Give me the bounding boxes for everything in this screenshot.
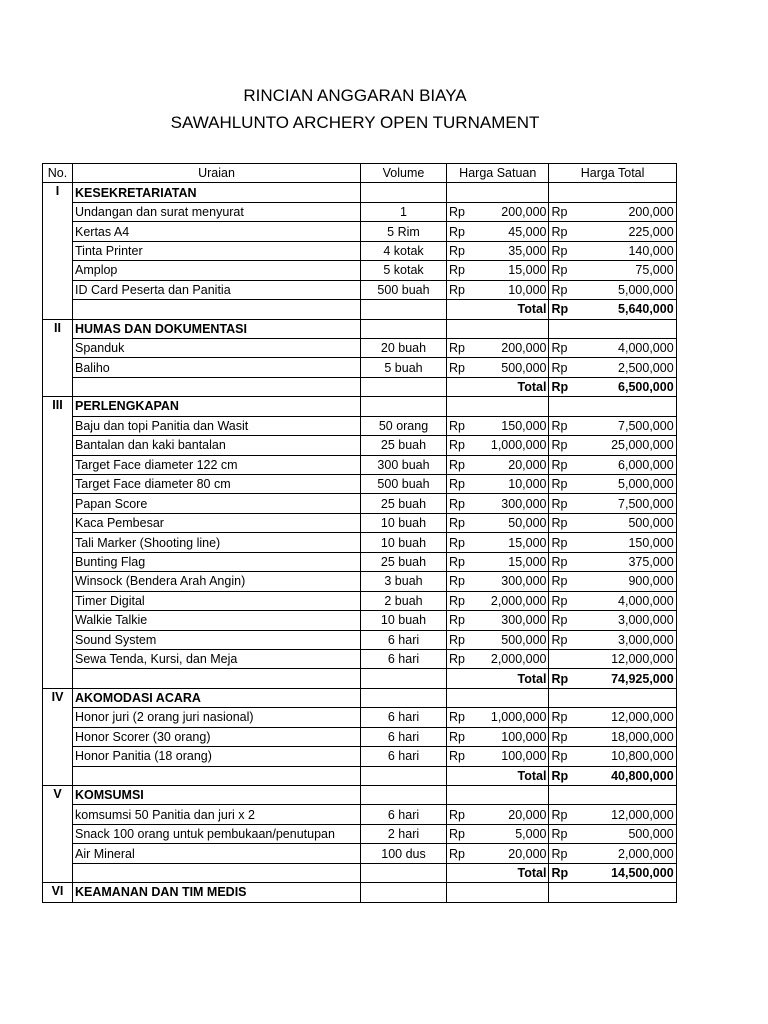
total-price: 12,000,000 bbox=[570, 805, 676, 824]
section-title: HUMAS DAN DOKUMENTASI bbox=[73, 319, 361, 338]
item-description: komsumsi 50 Panitia dan juri x 2 bbox=[73, 805, 361, 824]
item-description: Bantalan dan kaki bantalan bbox=[73, 436, 361, 455]
section-number: IV bbox=[43, 688, 73, 785]
currency-label: Rp bbox=[549, 766, 570, 785]
total-price: 225,000 bbox=[570, 222, 676, 241]
currency-label: Rp bbox=[549, 455, 570, 474]
table-row bbox=[43, 591, 677, 610]
empty-cell bbox=[361, 786, 447, 805]
table-header-row bbox=[43, 164, 677, 183]
item-volume: 5 kotak bbox=[361, 261, 447, 280]
unit-price: 15,000 bbox=[467, 533, 549, 552]
subtotal-row bbox=[43, 377, 677, 396]
table-row bbox=[43, 222, 677, 241]
header-uraian: Uraian bbox=[73, 164, 361, 183]
currency-label: Rp bbox=[447, 494, 467, 513]
item-description: Honor Scorer (30 orang) bbox=[73, 727, 361, 746]
item-description: Winsock (Bendera Arah Angin) bbox=[73, 572, 361, 591]
item-description: Papan Score bbox=[73, 494, 361, 513]
currency-label: Rp bbox=[549, 241, 570, 260]
section-number: II bbox=[43, 319, 73, 397]
item-description: Target Face diameter 122 cm bbox=[73, 455, 361, 474]
table-row bbox=[43, 649, 677, 668]
currency-label: Rp bbox=[549, 358, 570, 377]
empty-cell bbox=[361, 300, 447, 319]
empty-cell bbox=[73, 669, 361, 688]
subtotal-row bbox=[43, 766, 677, 785]
table-row bbox=[43, 611, 677, 630]
section-header-row bbox=[43, 688, 677, 707]
currency-label: Rp bbox=[447, 202, 467, 221]
item-volume: 1 bbox=[361, 202, 447, 221]
table-row bbox=[43, 202, 677, 221]
unit-price: 1,000,000 bbox=[467, 708, 549, 727]
item-description: Bunting Flag bbox=[73, 552, 361, 571]
item-description: Sewa Tenda, Kursi, dan Meja bbox=[73, 649, 361, 668]
total-price: 7,500,000 bbox=[570, 416, 676, 435]
unit-price: 200,000 bbox=[467, 202, 549, 221]
table-row bbox=[43, 824, 677, 843]
total-price: 12,000,000 bbox=[570, 649, 676, 668]
empty-cell bbox=[73, 766, 361, 785]
total-price: 12,000,000 bbox=[570, 708, 676, 727]
total-price: 18,000,000 bbox=[570, 727, 676, 746]
empty-cell bbox=[73, 863, 361, 882]
empty-cell bbox=[447, 688, 549, 707]
item-volume: 6 hari bbox=[361, 747, 447, 766]
subtotal-label: Total bbox=[447, 863, 549, 882]
empty-cell bbox=[549, 688, 676, 707]
total-price: 7,500,000 bbox=[570, 494, 676, 513]
total-price: 25,000,000 bbox=[570, 436, 676, 455]
table-row bbox=[43, 552, 677, 571]
total-price: 200,000 bbox=[570, 202, 676, 221]
unit-price: 50,000 bbox=[467, 513, 549, 532]
item-volume: 6 hari bbox=[361, 630, 447, 649]
currency-label: Rp bbox=[447, 630, 467, 649]
section-header-row bbox=[43, 786, 677, 805]
item-description: Kertas A4 bbox=[73, 222, 361, 241]
item-volume: 6 hari bbox=[361, 727, 447, 746]
item-volume: 25 buah bbox=[361, 436, 447, 455]
item-volume: 100 dus bbox=[361, 844, 447, 863]
total-price: 4,000,000 bbox=[570, 591, 676, 610]
unit-price: 500,000 bbox=[467, 630, 549, 649]
currency-label: Rp bbox=[447, 280, 467, 299]
total-price: 375,000 bbox=[570, 552, 676, 571]
currency-label: Rp bbox=[447, 416, 467, 435]
currency-label: Rp bbox=[447, 436, 467, 455]
item-description: Timer Digital bbox=[73, 591, 361, 610]
subtotal-row bbox=[43, 863, 677, 882]
section-title: KESEKRETARIATAN bbox=[73, 183, 361, 202]
empty-cell bbox=[447, 183, 549, 202]
item-description: ID Card Peserta dan Panitia bbox=[73, 280, 361, 299]
unit-price: 5,000 bbox=[467, 824, 549, 843]
unit-price: 150,000 bbox=[467, 416, 549, 435]
subtotal-label: Total bbox=[447, 669, 549, 688]
table-row bbox=[43, 358, 677, 377]
currency-label: Rp bbox=[549, 475, 570, 494]
table-row bbox=[43, 630, 677, 649]
table-row bbox=[43, 533, 677, 552]
currency-label: Rp bbox=[447, 747, 467, 766]
empty-cell bbox=[447, 319, 549, 338]
table-row bbox=[43, 475, 677, 494]
unit-price: 300,000 bbox=[467, 611, 549, 630]
item-volume: 2 hari bbox=[361, 824, 447, 843]
currency-label: Rp bbox=[549, 261, 570, 280]
item-description: Kaca Pembesar bbox=[73, 513, 361, 532]
currency-label: Rp bbox=[549, 669, 570, 688]
currency-label: Rp bbox=[549, 805, 570, 824]
item-volume: 50 orang bbox=[361, 416, 447, 435]
item-volume: 10 buah bbox=[361, 611, 447, 630]
currency-label: Rp bbox=[447, 552, 467, 571]
item-volume: 300 buah bbox=[361, 455, 447, 474]
empty-cell bbox=[361, 377, 447, 396]
currency-label: Rp bbox=[549, 552, 570, 571]
subtotal-row bbox=[43, 300, 677, 319]
subtotal-value: 14,500,000 bbox=[570, 863, 676, 882]
unit-price: 100,000 bbox=[467, 727, 549, 746]
item-description: Honor Panitia (18 orang) bbox=[73, 747, 361, 766]
currency-label: Rp bbox=[447, 533, 467, 552]
currency-label: Rp bbox=[447, 611, 467, 630]
currency-label bbox=[549, 649, 570, 668]
unit-price: 2,000,000 bbox=[467, 591, 549, 610]
budget-table bbox=[42, 163, 677, 903]
total-price: 10,800,000 bbox=[570, 747, 676, 766]
table-row bbox=[43, 280, 677, 299]
section-title: PERLENGKAPAN bbox=[73, 397, 361, 416]
unit-price: 20,000 bbox=[467, 455, 549, 474]
unit-price: 1,000,000 bbox=[467, 436, 549, 455]
currency-label: Rp bbox=[549, 747, 570, 766]
currency-label: Rp bbox=[549, 513, 570, 532]
empty-cell bbox=[361, 688, 447, 707]
table-row bbox=[43, 747, 677, 766]
currency-label: Rp bbox=[447, 727, 467, 746]
subtotal-row bbox=[43, 669, 677, 688]
table-row bbox=[43, 844, 677, 863]
total-price: 500,000 bbox=[570, 824, 676, 843]
table-row bbox=[43, 436, 677, 455]
currency-label: Rp bbox=[447, 475, 467, 494]
item-description: Amplop bbox=[73, 261, 361, 280]
item-volume: 2 buah bbox=[361, 591, 447, 610]
item-volume: 5 buah bbox=[361, 358, 447, 377]
table-row bbox=[43, 805, 677, 824]
document-title: RINCIAN ANGGARAN BIAYA bbox=[243, 86, 467, 105]
total-price: 4,000,000 bbox=[570, 338, 676, 357]
empty-cell bbox=[447, 786, 549, 805]
empty-cell bbox=[361, 319, 447, 338]
currency-label: Rp bbox=[447, 338, 467, 357]
currency-label: Rp bbox=[549, 222, 570, 241]
currency-label: Rp bbox=[447, 805, 467, 824]
unit-price: 200,000 bbox=[467, 338, 549, 357]
item-description: Tali Marker (Shooting line) bbox=[73, 533, 361, 552]
currency-label: Rp bbox=[447, 591, 467, 610]
section-header-row bbox=[43, 183, 677, 202]
item-volume: 25 buah bbox=[361, 494, 447, 513]
currency-label: Rp bbox=[549, 844, 570, 863]
total-price: 5,000,000 bbox=[570, 475, 676, 494]
currency-label: Rp bbox=[447, 513, 467, 532]
empty-cell bbox=[361, 669, 447, 688]
unit-price: 10,000 bbox=[467, 280, 549, 299]
document-subtitle: SAWAHLUNTO ARCHERY OPEN TURNAMENT bbox=[170, 113, 540, 132]
currency-label: Rp bbox=[549, 494, 570, 513]
item-volume: 10 buah bbox=[361, 533, 447, 552]
currency-label: Rp bbox=[549, 416, 570, 435]
currency-label: Rp bbox=[447, 824, 467, 843]
total-price: 140,000 bbox=[570, 241, 676, 260]
currency-label: Rp bbox=[549, 533, 570, 552]
table-row bbox=[43, 261, 677, 280]
item-volume: 20 buah bbox=[361, 338, 447, 357]
currency-label: Rp bbox=[549, 824, 570, 843]
item-volume: 500 buah bbox=[361, 280, 447, 299]
total-price: 500,000 bbox=[570, 513, 676, 532]
currency-label: Rp bbox=[549, 630, 570, 649]
section-header-row bbox=[43, 397, 677, 416]
unit-price: 15,000 bbox=[467, 261, 549, 280]
currency-label: Rp bbox=[447, 844, 467, 863]
empty-cell bbox=[361, 766, 447, 785]
table-row bbox=[43, 513, 677, 532]
subtotal-value: 74,925,000 bbox=[570, 669, 676, 688]
section-number: V bbox=[43, 786, 73, 883]
table-row bbox=[43, 708, 677, 727]
unit-price: 15,000 bbox=[467, 552, 549, 571]
unit-price: 300,000 bbox=[467, 494, 549, 513]
header-volume: Volume bbox=[361, 164, 447, 183]
empty-cell bbox=[549, 183, 676, 202]
item-description: Undangan dan surat menyurat bbox=[73, 202, 361, 221]
currency-label: Rp bbox=[549, 611, 570, 630]
section-title: KEAMANAN DAN TIM MEDIS bbox=[73, 883, 361, 902]
header-no: No. bbox=[43, 164, 73, 183]
total-price: 3,000,000 bbox=[570, 630, 676, 649]
item-volume: 6 hari bbox=[361, 649, 447, 668]
section-number: VI bbox=[43, 883, 73, 902]
section-title: AKOMODASI ACARA bbox=[73, 688, 361, 707]
currency-label: Rp bbox=[549, 377, 570, 396]
currency-label: Rp bbox=[447, 455, 467, 474]
total-price: 2,500,000 bbox=[570, 358, 676, 377]
item-volume: 4 kotak bbox=[361, 241, 447, 260]
section-header-row bbox=[43, 883, 677, 902]
section-number: I bbox=[43, 183, 73, 319]
total-price: 6,000,000 bbox=[570, 455, 676, 474]
table-row bbox=[43, 727, 677, 746]
currency-label: Rp bbox=[549, 436, 570, 455]
table-row bbox=[43, 416, 677, 435]
unit-price: 35,000 bbox=[467, 241, 549, 260]
table-row bbox=[43, 241, 677, 260]
item-volume: 10 buah bbox=[361, 513, 447, 532]
item-volume: 3 buah bbox=[361, 572, 447, 591]
currency-label: Rp bbox=[447, 241, 467, 260]
currency-label: Rp bbox=[447, 358, 467, 377]
total-price: 2,000,000 bbox=[570, 844, 676, 863]
item-volume: 500 buah bbox=[361, 475, 447, 494]
empty-cell bbox=[549, 786, 676, 805]
currency-label: Rp bbox=[549, 863, 570, 882]
currency-label: Rp bbox=[549, 572, 570, 591]
item-description: Tinta Printer bbox=[73, 241, 361, 260]
currency-label: Rp bbox=[549, 300, 570, 319]
table-row bbox=[43, 455, 677, 474]
item-volume: 5 Rim bbox=[361, 222, 447, 241]
unit-price: 2,000,000 bbox=[467, 649, 549, 668]
item-volume: 6 hari bbox=[361, 805, 447, 824]
subtotal-value: 40,800,000 bbox=[570, 766, 676, 785]
unit-price: 100,000 bbox=[467, 747, 549, 766]
table-row bbox=[43, 338, 677, 357]
unit-price: 20,000 bbox=[467, 844, 549, 863]
item-description: Honor juri (2 orang juri nasional) bbox=[73, 708, 361, 727]
empty-cell bbox=[361, 183, 447, 202]
currency-label: Rp bbox=[549, 202, 570, 221]
unit-price: 45,000 bbox=[467, 222, 549, 241]
total-price: 75,000 bbox=[570, 261, 676, 280]
subtotal-label: Total bbox=[447, 766, 549, 785]
total-price: 5,000,000 bbox=[570, 280, 676, 299]
unit-price: 500,000 bbox=[467, 358, 549, 377]
item-description: Walkie Talkie bbox=[73, 611, 361, 630]
item-volume: 25 buah bbox=[361, 552, 447, 571]
currency-label: Rp bbox=[549, 727, 570, 746]
item-description: Snack 100 orang untuk pembukaan/penutupan bbox=[73, 824, 361, 843]
header-harga-satuan: Harga Satuan bbox=[447, 164, 549, 183]
section-number: III bbox=[43, 397, 73, 689]
empty-cell bbox=[73, 300, 361, 319]
currency-label: Rp bbox=[549, 280, 570, 299]
currency-label: Rp bbox=[447, 222, 467, 241]
unit-price: 20,000 bbox=[467, 805, 549, 824]
total-price: 900,000 bbox=[570, 572, 676, 591]
currency-label: Rp bbox=[549, 338, 570, 357]
item-volume: 6 hari bbox=[361, 708, 447, 727]
item-description: Spanduk bbox=[73, 338, 361, 357]
header-harga-total: Harga Total bbox=[549, 164, 676, 183]
table-row bbox=[43, 494, 677, 513]
currency-label: Rp bbox=[447, 649, 467, 668]
total-price: 3,000,000 bbox=[570, 611, 676, 630]
empty-cell bbox=[549, 883, 676, 902]
unit-price: 10,000 bbox=[467, 475, 549, 494]
empty-cell bbox=[361, 397, 447, 416]
total-price: 150,000 bbox=[570, 533, 676, 552]
empty-cell bbox=[447, 397, 549, 416]
subtotal-label: Total bbox=[447, 377, 549, 396]
currency-label: Rp bbox=[447, 261, 467, 280]
currency-label: Rp bbox=[549, 591, 570, 610]
empty-cell bbox=[549, 319, 676, 338]
item-description: Sound System bbox=[73, 630, 361, 649]
subtotal-value: 6,500,000 bbox=[570, 377, 676, 396]
empty-cell bbox=[549, 397, 676, 416]
empty-cell bbox=[447, 883, 549, 902]
table-row bbox=[43, 572, 677, 591]
currency-label: Rp bbox=[447, 572, 467, 591]
currency-label: Rp bbox=[549, 708, 570, 727]
item-description: Target Face diameter 80 cm bbox=[73, 475, 361, 494]
empty-cell bbox=[73, 377, 361, 396]
empty-cell bbox=[361, 863, 447, 882]
item-description: Baju dan topi Panitia dan Wasit bbox=[73, 416, 361, 435]
item-description: Baliho bbox=[73, 358, 361, 377]
item-description: Air Mineral bbox=[73, 844, 361, 863]
empty-cell bbox=[361, 883, 447, 902]
subtotal-label: Total bbox=[447, 300, 549, 319]
section-header-row bbox=[43, 319, 677, 338]
section-title: KOMSUMSI bbox=[73, 786, 361, 805]
subtotal-value: 5,640,000 bbox=[570, 300, 676, 319]
currency-label: Rp bbox=[447, 708, 467, 727]
unit-price: 300,000 bbox=[467, 572, 549, 591]
